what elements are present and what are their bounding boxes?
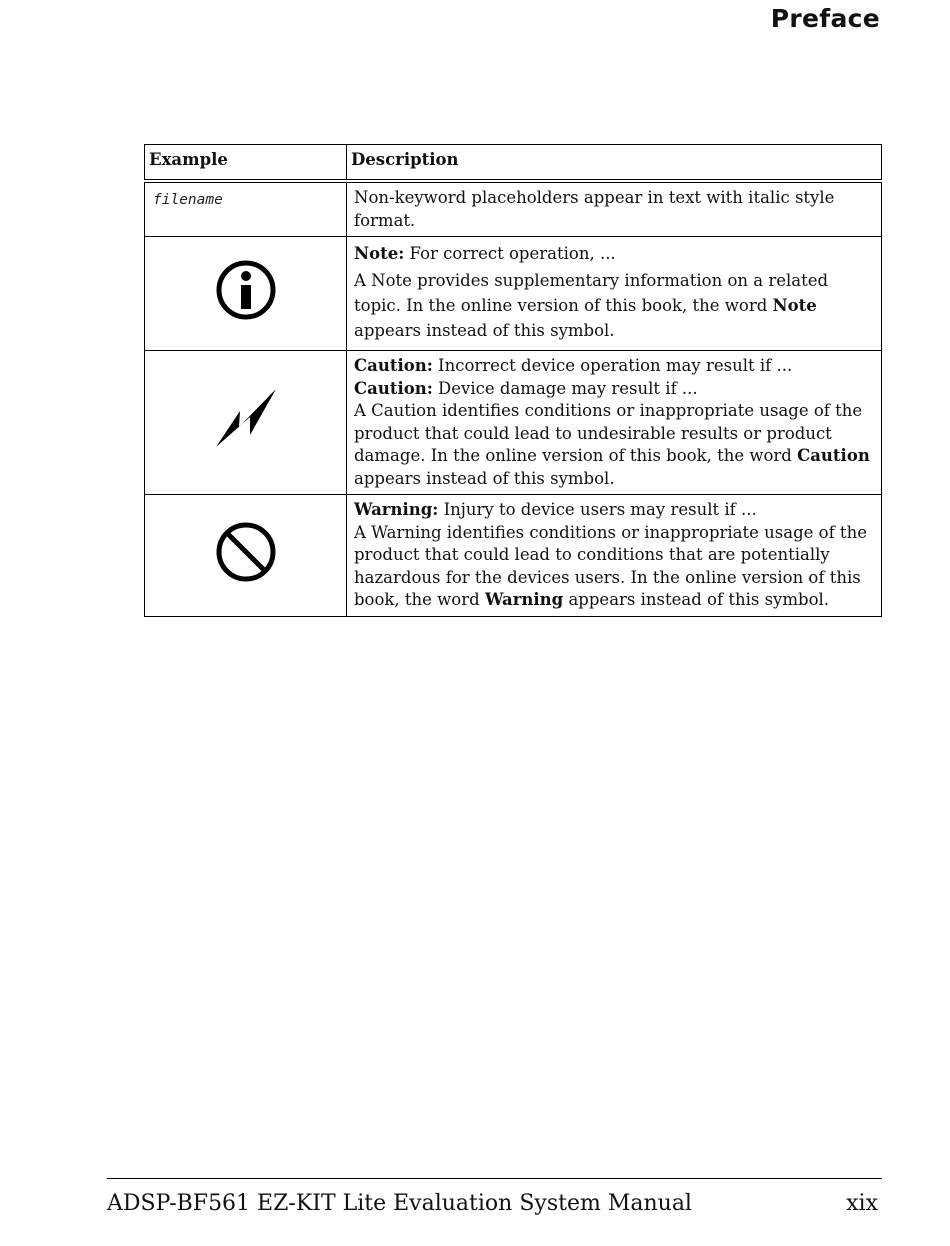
description-text: Non-keyword placeholders appear in text with italic style format. [354,188,835,230]
warning-icon [215,521,277,583]
caution-label: Caution: [354,356,433,375]
description-cell [347,495,882,617]
note-body-end: appears instead of this symbol. [354,320,615,340]
caution-body-text: A Caution identifies conditions or inappropriate usage of the product that could lead to undesirable results or product damage. In the online version of this book, the word [354,401,863,465]
example-cell [145,351,347,495]
table-row [145,237,882,351]
note-lead [354,243,873,266]
description-cell [347,181,882,237]
caution-lead2-text: Device damage may result if ... [432,378,698,398]
caution-body [354,400,873,490]
example-cell [145,495,347,617]
warning-body-bold: Warning [484,590,564,609]
example-cell [145,237,347,351]
page-header-title: Preface [770,4,880,33]
caution-lead-1 [354,355,873,378]
footer-manual-title: ADSP-BF561 EZ-KIT Lite Evaluation System Manual [107,1191,692,1216]
warning-lead [354,499,873,522]
caution-icon [214,387,278,451]
caution-lead-2 [354,378,873,401]
description-cell [347,351,882,495]
caution-lead-text: Incorrect device operation may result if ... [432,356,793,375]
note-icon [215,259,277,321]
warning-body-text: A Warning identifies conditions or inappropriate usage of the product that could lead to conditions that are potentially hazardous for the devices users. In the online version of this book, the word [354,522,867,609]
note-body-bold: Note [772,295,817,315]
warning-lead-text: Injury to device users may result if ... [438,500,757,519]
example-filename: filename [145,181,347,237]
conventions-table [144,144,882,617]
column-header-description: Description [347,145,882,182]
caution-body-bold: Caution [797,446,870,465]
warning-body [354,522,873,612]
caution-body-end: appears instead of this symbol. [354,468,615,488]
table-row [145,351,882,495]
table-header-row [145,145,882,182]
column-header-example: Example [145,145,347,182]
note-label: Note: [354,244,405,263]
footer-page-number: xix [846,1191,878,1216]
note-body-text: A Note provides supplementary information on a related topic. In the online version of this book, the word [354,270,829,315]
caution-label-2: Caution: [354,378,433,398]
table-row [145,495,882,617]
footer-divider [107,1178,882,1179]
warning-body-end: appears instead of this symbol. [563,590,830,609]
table-row [145,181,882,237]
note-lead-text: For correct operation, ... [404,244,616,263]
note-body [354,268,873,343]
description-cell [347,237,882,351]
warning-label: Warning: [354,500,439,519]
